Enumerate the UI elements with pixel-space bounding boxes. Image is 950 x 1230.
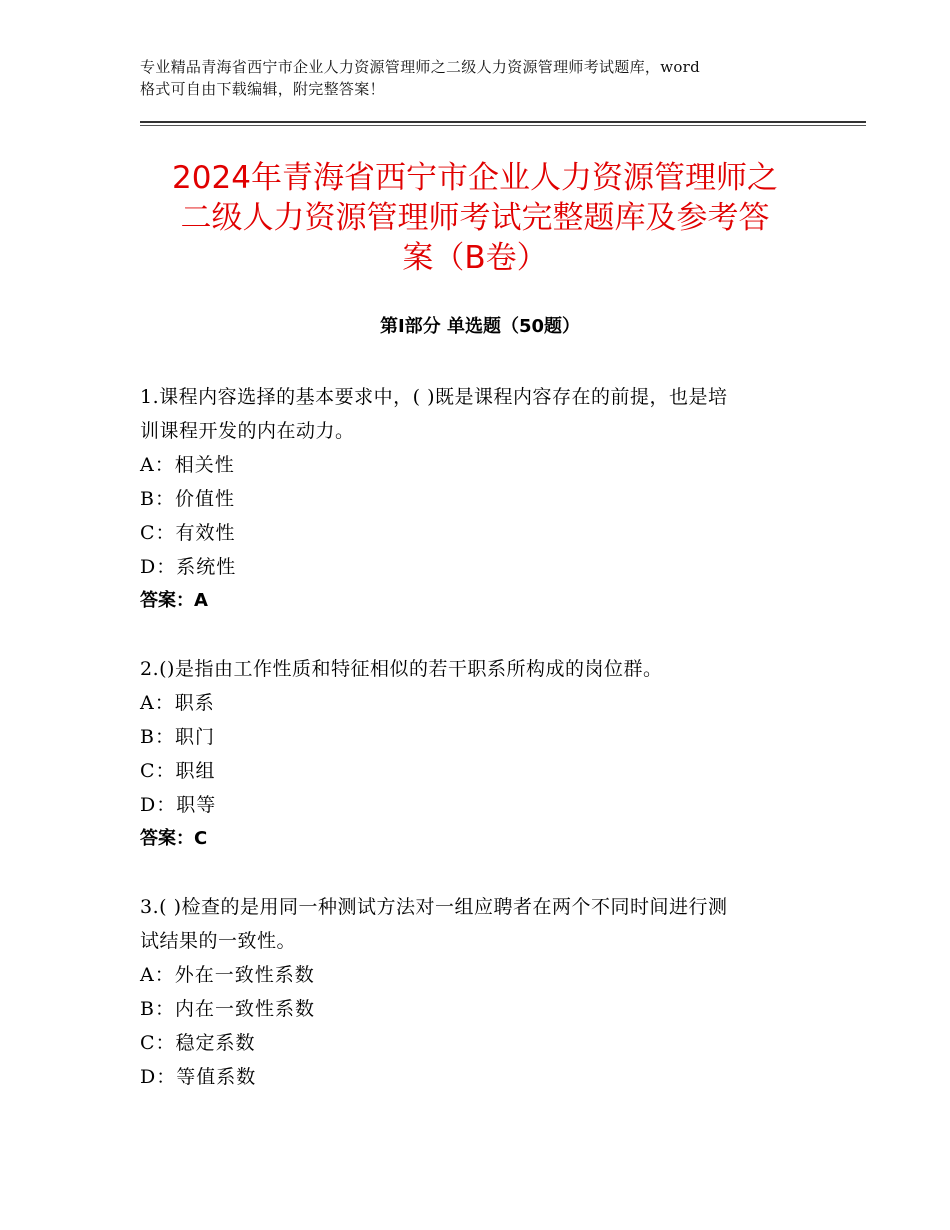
question-spacer — [140, 618, 810, 652]
question-1 — [140, 380, 810, 618]
title-line-3: 案（B卷） — [402, 240, 548, 276]
title-line-1: 2024年青海省西宁市企业人力资源管理师之 — [172, 160, 778, 196]
question-stem-line: 3.( )检查的是用同一种测试方法对一组应聘者在两个不同时间进行测 — [140, 896, 728, 918]
option-c: C：职组 — [140, 760, 216, 782]
document-title — [130, 158, 820, 278]
option-d: D：系统性 — [140, 556, 237, 578]
question-stem-line: 1.课程内容选择的基本要求中，( )既是课程内容存在的前提，也是培 — [140, 386, 728, 408]
header-note — [140, 56, 820, 100]
question-stem-line: 试结果的一致性。 — [140, 930, 297, 952]
header-note-line-2: 格式可自由下载编辑，附完整答案！ — [140, 80, 385, 98]
option-d: D：等值系数 — [140, 1066, 257, 1088]
option-d: D：职等 — [140, 794, 217, 816]
option-a: A：外在一致性系数 — [140, 964, 315, 986]
option-b: B：价值性 — [140, 488, 235, 510]
question-stem-line: 2.()是指由工作性质和特征相似的若干职系所构成的岗位群。 — [140, 658, 663, 680]
question-3 — [140, 890, 810, 1094]
question-spacer — [140, 856, 810, 890]
option-c: C：稳定系数 — [140, 1032, 256, 1054]
question-list — [140, 380, 810, 1094]
answer-line: 答案：A — [140, 590, 208, 611]
header-note-line-1: 专业精品青海省西宁市企业人力资源管理师之二级人力资源管理师考试题库，word — [140, 58, 701, 76]
question-2 — [140, 652, 810, 856]
option-a: A：职系 — [140, 692, 215, 714]
option-a: A：相关性 — [140, 454, 235, 476]
header-rule-thick — [140, 121, 866, 123]
header-rule-thin — [140, 125, 866, 126]
section-heading: 第Ⅰ部分 单选题（50题） — [379, 316, 580, 337]
question-stem-line: 训课程开发的内在动力。 — [140, 420, 355, 442]
title-line-2: 二级人力资源管理师考试完整题库及参考答 — [180, 200, 770, 236]
answer-line: 答案：C — [140, 828, 208, 849]
option-b: B：内在一致性系数 — [140, 998, 315, 1020]
option-c: C：有效性 — [140, 522, 236, 544]
option-b: B：职门 — [140, 726, 215, 748]
